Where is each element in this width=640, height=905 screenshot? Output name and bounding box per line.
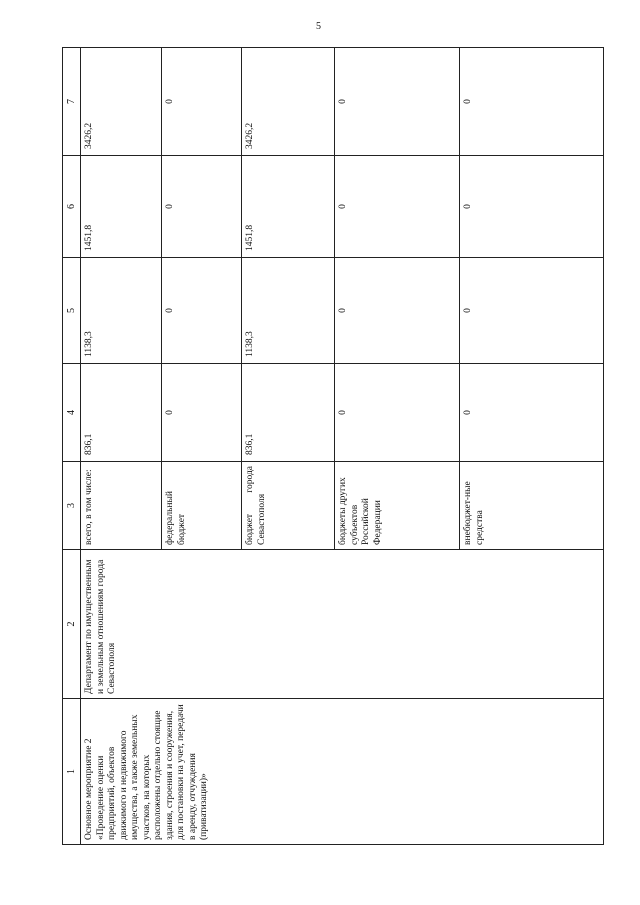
value-cell: 836,1 <box>81 364 162 462</box>
value-cell: 0 <box>162 156 242 258</box>
value-cell: 3426,2 <box>242 48 335 156</box>
header-col-5: 5 <box>63 258 81 364</box>
value-cell: 0 <box>460 156 604 258</box>
value-cell: 836,1 <box>242 364 335 462</box>
header-col-6: 6 <box>63 156 81 258</box>
table-row <box>81 48 162 845</box>
budget-table <box>62 47 604 845</box>
header-col-3: 3 <box>63 462 81 550</box>
page-number: 5 <box>316 21 321 32</box>
value-cell: 1138,3 <box>81 258 162 364</box>
value-cell: 3426,2 <box>81 48 162 156</box>
value-cell: 0 <box>335 364 460 462</box>
value-cell: 0 <box>335 258 460 364</box>
measure-name-cell: Основное мероприятие 2 «Проведение оценки предприятий, объектов движимого и недвижимого имущества, а также земельных участков, на которых расположены отдельно стоящие здания, строения и сооружения, для постановки на учет, передачи в аренду, отчуждения (приватизации)» <box>81 699 604 845</box>
header-row <box>63 48 81 845</box>
value-cell: 0 <box>335 48 460 156</box>
funding-source-cell: бюджет города Севастополя <box>242 462 335 550</box>
funding-source-cell: внебюджет-ные средства <box>460 462 604 550</box>
value-cell: 1451,8 <box>242 156 335 258</box>
budget-table-rotated <box>62 48 603 845</box>
value-cell: 0 <box>162 364 242 462</box>
header-col-4: 4 <box>63 364 81 462</box>
funding-source-cell: бюджеты других субъектов Российской Федерации <box>335 462 460 550</box>
header-col-7: 7 <box>63 48 81 156</box>
executor-cell: Департамент по имущественным и земельным отношениям города Севастополя <box>81 550 604 699</box>
value-cell: 1138,3 <box>242 258 335 364</box>
header-col-1: 1 <box>63 699 81 845</box>
value-cell: 0 <box>460 48 604 156</box>
value-cell: 0 <box>460 364 604 462</box>
funding-source-cell: всего, в том числе: <box>81 462 162 550</box>
value-cell: 0 <box>162 258 242 364</box>
rotated-table-area <box>62 48 603 845</box>
funding-source-cell: федеральный бюджет <box>162 462 242 550</box>
value-cell: 0 <box>162 48 242 156</box>
value-cell: 0 <box>335 156 460 258</box>
value-cell: 0 <box>460 258 604 364</box>
header-col-2: 2 <box>63 550 81 699</box>
value-cell: 1451,8 <box>81 156 162 258</box>
